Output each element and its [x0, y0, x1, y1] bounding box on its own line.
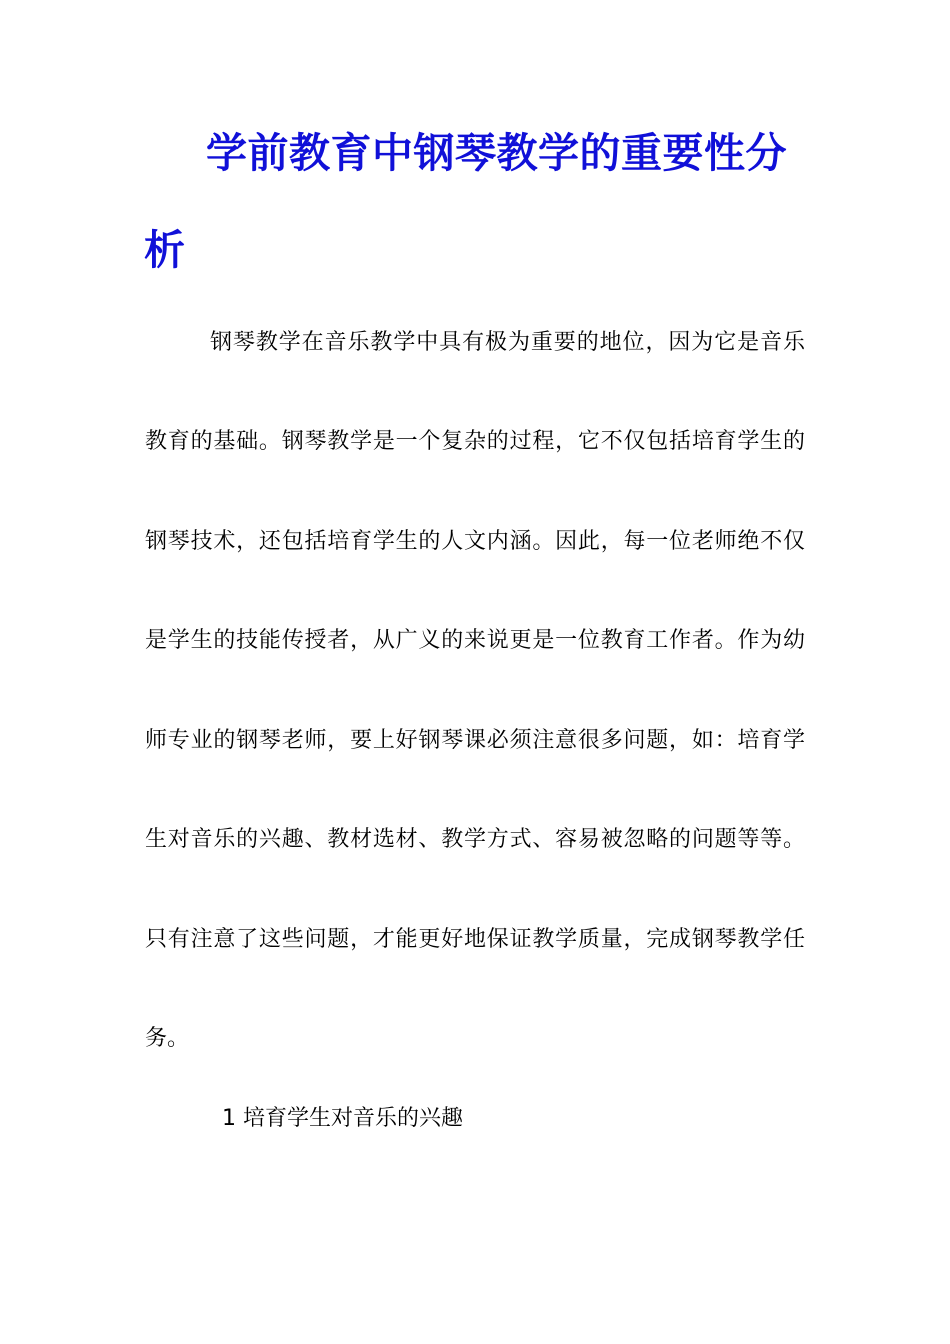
paragraph-line-3: 钢琴技术，还包括培育学生的人文内涵。因此，每一位老师绝不仅 — [145, 529, 805, 554]
paragraph-line-7: 只有注意了这些问题，才能更好地保证教学质量，完成钢琴教学任 — [145, 927, 805, 952]
paragraph-line-4: 是学生的技能传授者，从广义的来说更是一位教育工作者。作为幼 — [145, 628, 805, 653]
document-title-line-1: 学前教育中钢琴教学的重要性分 — [206, 129, 787, 177]
paragraph-line-2: 教育的基础。钢琴教学是一个复杂的过程，它不仅包括培育学生的 — [145, 429, 805, 454]
section-heading: 1 培育学生对音乐的兴趣 — [222, 1106, 463, 1131]
document-title-line-2: 析 — [144, 226, 186, 274]
paragraph-line-6: 生对音乐的兴趣、教材选材、教学方式、容易被忽略的问题等等。 — [145, 827, 805, 852]
paragraph-line-5: 师专业的钢琴老师，要上好钢琴课必须注意很多问题，如：培育学 — [145, 728, 805, 753]
paragraph-line-1: 钢琴教学在音乐教学中具有极为重要的地位，因为它是音乐 — [210, 330, 805, 355]
paragraph-line-8: 务。 — [145, 1026, 190, 1051]
